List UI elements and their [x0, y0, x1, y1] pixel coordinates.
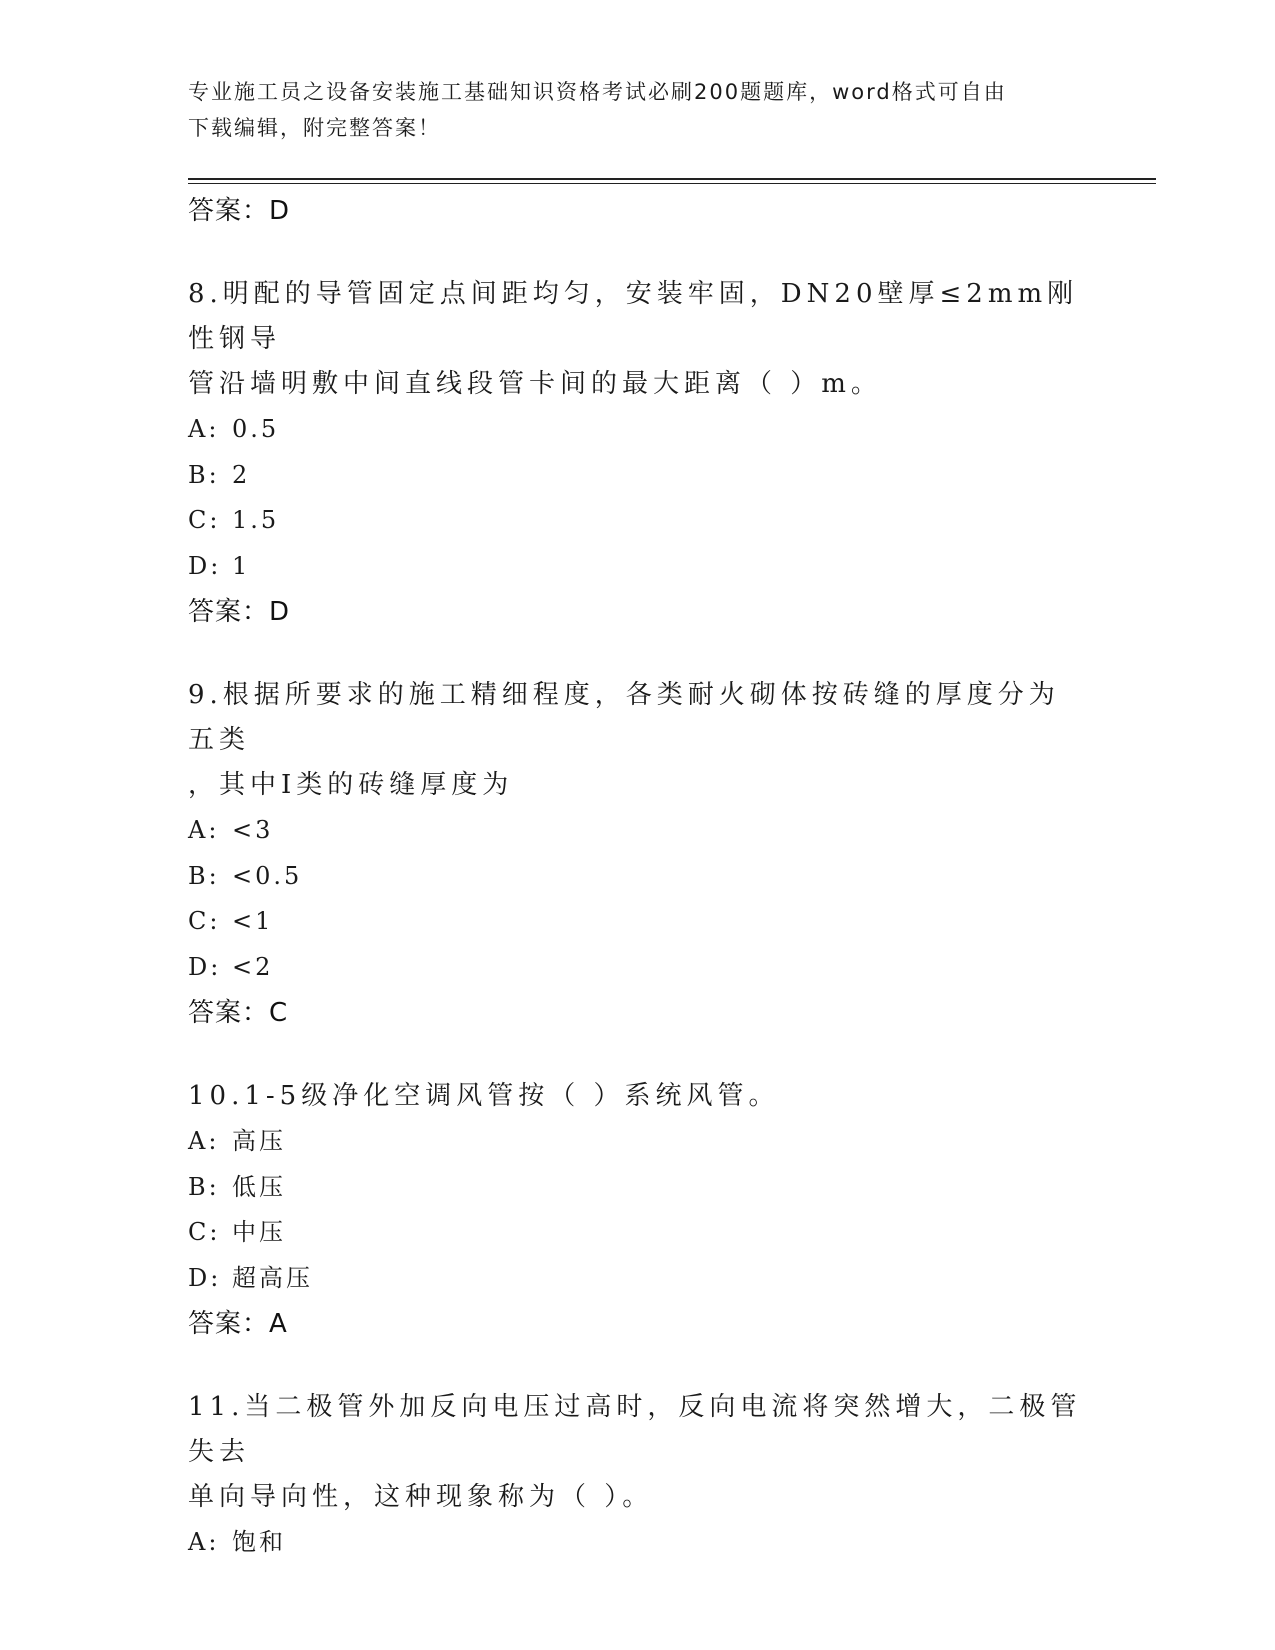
- question-stem: [188, 1074, 1088, 1119]
- option-text: <1: [232, 907, 274, 935]
- header-line-1: 专业施工员之设备安装施工基础知识资格考试必刷200题题库，word格式可自由: [188, 80, 1007, 104]
- question-11: [188, 1385, 1088, 1566]
- stem-line: 单向导向性，这种现象称为（ ）。: [188, 1482, 654, 1512]
- previous-answer: 答案：D: [188, 196, 291, 226]
- option-text: 低压: [232, 1172, 286, 1201]
- option-a: [188, 407, 1088, 453]
- option-text: 1: [232, 551, 251, 580]
- option-key: D:: [188, 551, 222, 580]
- option-b: [188, 453, 1088, 499]
- header-divider-thin: [188, 183, 1156, 184]
- option-d: [188, 945, 1088, 991]
- option-text: 超高压: [232, 1263, 313, 1292]
- option-c: [188, 1210, 1088, 1256]
- option-b: [188, 1165, 1088, 1211]
- option-text: 0.5: [232, 415, 280, 443]
- option-a: [188, 1520, 1088, 1566]
- option-b: [188, 854, 1088, 900]
- option-text: 1.5: [232, 506, 280, 534]
- option-text: <3: [232, 816, 274, 844]
- option-text: 中压: [232, 1218, 286, 1246]
- option-d: [188, 544, 1088, 590]
- stem-line: 9.根据所要求的施工精细程度，各类耐火砌体按砖缝的厚度分为五类: [188, 680, 1060, 755]
- question-10: [188, 1074, 1088, 1347]
- header-line-2: 下载编辑，附完整答案！: [188, 116, 441, 140]
- answer-line: 答案：D: [188, 597, 291, 627]
- option-text: 高压: [232, 1127, 286, 1155]
- stem-line: 管沿墙明敷中间直线段管卡间的最大距离（ ）m。: [188, 369, 882, 399]
- question-stem: [188, 673, 1088, 808]
- option-key: D:: [188, 1263, 222, 1292]
- option-key: A:: [188, 1528, 220, 1556]
- question-stem: [188, 272, 1088, 407]
- option-key: A:: [188, 816, 220, 844]
- answer-line: 答案：C: [188, 998, 289, 1028]
- option-text: <0.5: [232, 861, 303, 890]
- option-key: C:: [188, 1218, 221, 1246]
- header-divider-thick: [188, 178, 1156, 180]
- question-stem: [188, 1385, 1088, 1520]
- question-list: [188, 188, 1088, 1566]
- question-8: [188, 272, 1088, 635]
- option-d: [188, 1256, 1088, 1302]
- option-key: B:: [188, 1172, 220, 1201]
- option-text: 饱和: [232, 1528, 286, 1556]
- question-9: [188, 673, 1088, 1036]
- option-key: D:: [188, 952, 222, 981]
- option-a: [188, 808, 1088, 854]
- stem-line: ，其中Ⅰ类的砖缝厚度为: [188, 770, 514, 800]
- stem-line: 10.1-5级净化空调风管按（ ）系统风管。: [188, 1081, 780, 1111]
- option-text: 2: [232, 460, 251, 489]
- option-key: A:: [188, 1127, 220, 1155]
- answer-line: 答案：A: [188, 1309, 288, 1339]
- option-key: B:: [188, 861, 220, 890]
- option-text: <2: [232, 952, 274, 981]
- option-key: C:: [188, 907, 221, 935]
- document-header: [188, 74, 1088, 146]
- option-a: [188, 1119, 1088, 1165]
- stem-line: 8.明配的导管固定点间距均匀，安装牢固，DN20壁厚≤2mm刚性钢导: [188, 279, 1079, 354]
- option-c: [188, 899, 1088, 945]
- option-key: B:: [188, 460, 220, 489]
- option-key: C:: [188, 506, 221, 534]
- stem-line: 11.当二极管外加反向电压过高时，反向电流将突然增大，二极管失去: [188, 1392, 1082, 1467]
- option-key: A:: [188, 415, 220, 443]
- option-c: [188, 498, 1088, 544]
